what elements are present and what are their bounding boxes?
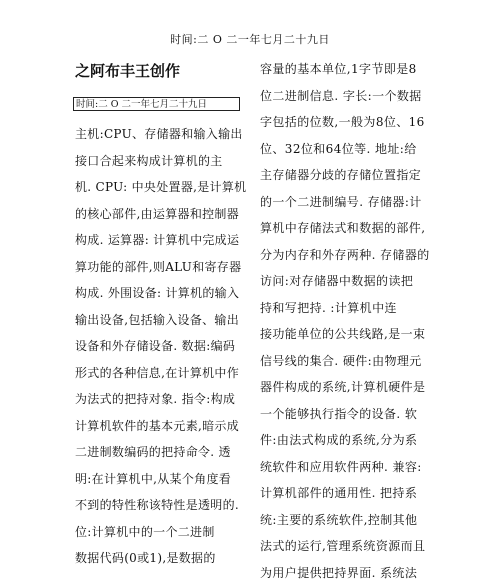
text-line: 位二进制信息. 字长:一个数据: [260, 83, 430, 110]
text-line: 分为内存和外存两种. 存储器的: [260, 242, 430, 269]
text-line: 接功能单位的公共线路,是一束: [260, 321, 430, 348]
text-line: 形式的各种信息,在计算机中作: [75, 360, 246, 387]
text-line: 设备和外存储设备. 数据:编码: [75, 333, 246, 360]
text-line: 为用户提供把持界面. 系统法: [260, 560, 430, 586]
text-line: 计算机部件的通用性. 把持系: [260, 480, 430, 507]
text-line: 算功能的部件,则ALU和寄存器: [75, 254, 246, 281]
text-line: 信号线的集合. 硬件:由物理元: [260, 348, 430, 375]
text-line: 主机:CPU、存储器和输入输出: [75, 121, 246, 148]
text-line: 的核心部件,由运算器和控制器: [75, 201, 246, 228]
text-line: 二进制数编码的把持命令. 透: [75, 439, 246, 466]
document-title: 之阿布丰王创作: [75, 61, 180, 81]
text-line: 位:计算机中的一个二进制: [75, 519, 246, 546]
text-line: 一个能够执行指令的设备. 软: [260, 401, 430, 428]
text-line: 统:主要的系统软件,控制其他: [260, 507, 430, 534]
text-line: 件:由法式构成的系统,分为系: [260, 427, 430, 454]
date-box: 时间:二 O 二一年七月二十九日: [73, 97, 240, 111]
text-line: 主存储器分歧的存储位置指定: [260, 162, 430, 189]
text-line: 不到的特性称该特性是透明的.: [75, 492, 246, 519]
text-line: 持和写把持. :计算机中连: [260, 295, 430, 322]
text-line: 访问:对存储器中数据的读把: [260, 268, 430, 295]
right-column-text: [260, 56, 430, 586]
text-line: 构成. 运算器: 计算机中完成运: [75, 227, 246, 254]
text-line: 计算机软件的基本元素,暗示成: [75, 413, 246, 440]
text-line: 容量的基本单位,1字节即是8: [260, 56, 430, 83]
text-line: 法式的运行,管理系统资源而且: [260, 533, 430, 560]
text-line: 位、32位和64位等. 地址:给: [260, 136, 430, 163]
text-line: 明:在计算机中,从某个角度看: [75, 466, 246, 493]
text-line: 构成. 外围设备: 计算机的输入: [75, 280, 246, 307]
text-line: 接口合起来构成计算机的主: [75, 148, 246, 175]
text-line: 为法式的把持对象. 指令:构成: [75, 386, 246, 413]
text-line: 输出设备,包括输入设备、输出: [75, 307, 246, 334]
text-line: 机. CPU: 中央处置器,是计算机: [75, 174, 246, 201]
header-date: 时间:二 O 二一年七月二十九日: [0, 33, 500, 47]
text-line: 数据代码(0或1),是数据的: [75, 545, 246, 572]
text-line: 的一个二进制编号. 存储器:计: [260, 189, 430, 216]
text-line: 器件构成的系统,计算机硬件是: [260, 374, 430, 401]
text-line: 字包括的位数,一般为8位、16: [260, 109, 430, 136]
text-line: 算机中存储法式和数据的部件,: [260, 215, 430, 242]
left-column-text: [75, 121, 246, 572]
text-line: 统软件和应用软件两种. 兼容:: [260, 454, 430, 481]
